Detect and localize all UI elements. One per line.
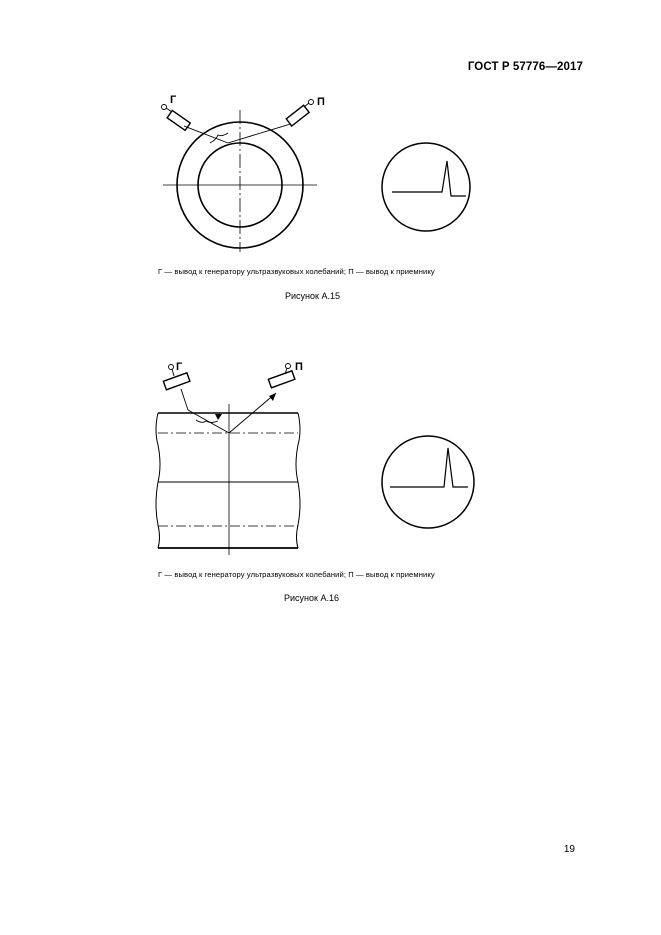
page-number: 19 <box>563 844 575 855</box>
receiver-transducer <box>286 105 309 126</box>
figure-a15-drawing <box>140 85 350 255</box>
figure-a16-drawing <box>148 355 308 555</box>
document-header: ГОСТ Р 57776—2017 <box>467 61 583 73</box>
generator-label: Г <box>176 361 183 373</box>
receiver-label: П <box>295 361 303 373</box>
figure-a15-title: Рисунок А.15 <box>285 291 340 301</box>
echo-signal-trace <box>392 161 466 196</box>
receiver-label: П <box>317 96 325 108</box>
figure-a15-caption: Г — вывод к генератору ультразвуковых колебаний; П — вывод к приемнику <box>158 267 435 276</box>
figure-a16-caption: Г — вывод к генератору ультразвуковых колебаний; П — вывод к приемнику <box>158 570 435 579</box>
figure-a16-title: Рисунок А.16 <box>284 593 339 603</box>
figure-a15-oscilloscope <box>380 141 472 233</box>
generator-label: Г <box>170 94 177 106</box>
echo-signal-trace <box>390 448 468 487</box>
receiver-transducer <box>268 371 295 388</box>
generator-transducer <box>163 373 190 390</box>
figure-a16-oscilloscope <box>380 434 476 530</box>
